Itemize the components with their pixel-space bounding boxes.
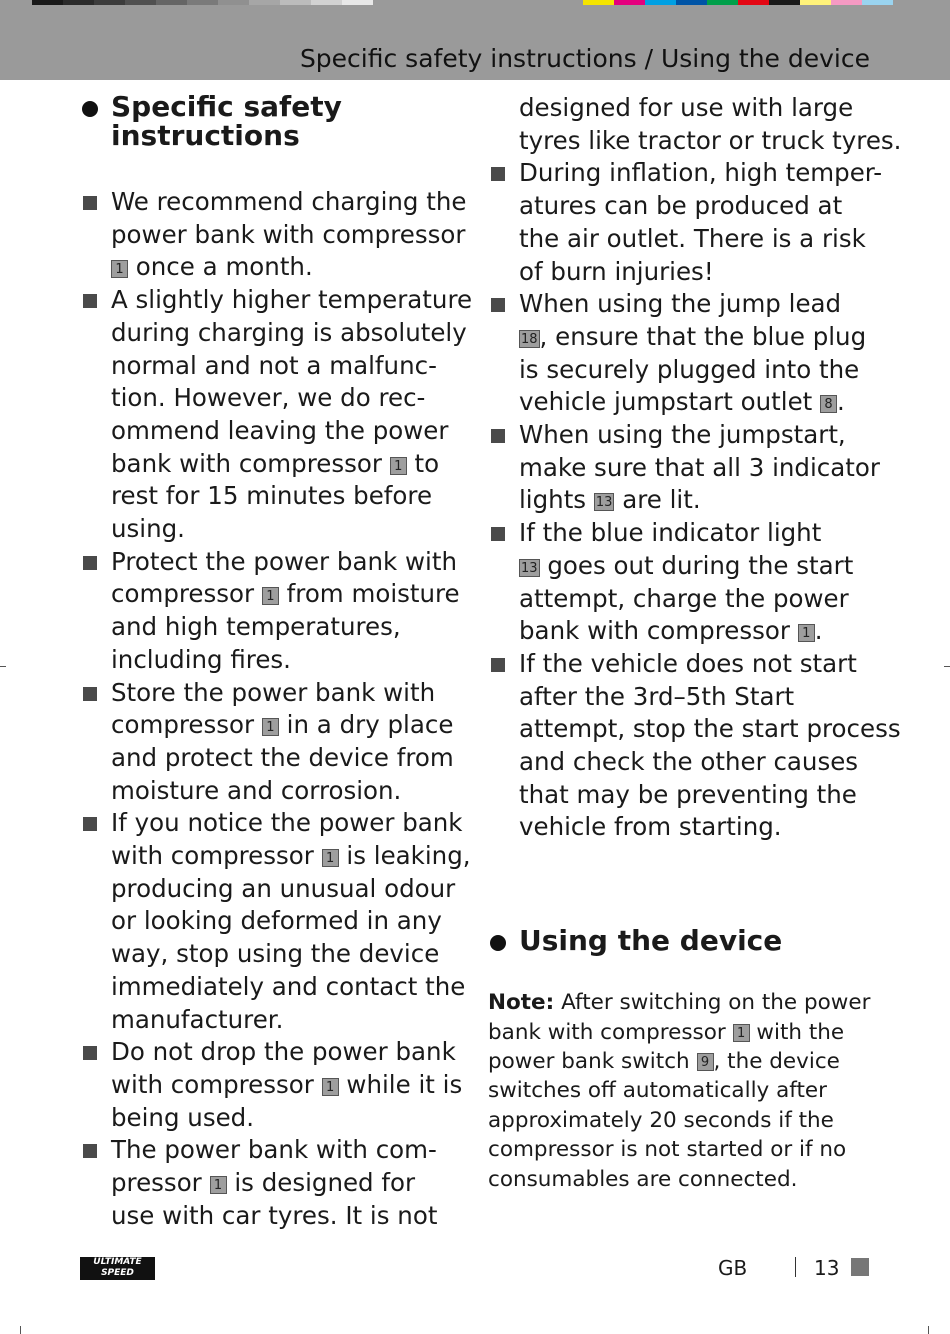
section-heading-safety [80,92,470,150]
list-item-line: When using the jumpstart, [519,420,846,450]
footer-language: GB [718,1256,748,1280]
list-item [80,1134,470,1232]
section-heading-using-device [488,924,878,958]
list-item [488,288,878,419]
list-item-line: manufacturer. [111,1004,284,1034]
list-item [488,157,883,288]
list-item-line: vehicle jumpstart outlet 8 . [519,387,845,417]
list-item-line: attempt, charge the power [519,583,849,613]
list-item-line: producing an unusual odour [111,873,456,903]
list-item-line: and check the other causes [519,747,859,777]
note-line: compressor is not started or if no [488,1137,847,1163]
note-paragraph [488,988,878,1194]
list-item-line: compressor 1 from moisture [111,579,460,609]
list-item-line: Store the power bank with [111,677,436,707]
list-item-line: designed for use with large [519,93,854,122]
heading-line: Specific safety [111,90,342,123]
list-item-line: 1 once a month. [111,251,470,284]
list-item-line: with compressor 1 while it is [111,1069,463,1099]
safety-list-right [488,157,901,844]
list-item-line: and protect the device from [111,742,454,772]
grayscale-swatch [280,0,311,5]
list-item-line: during charging is absolutely [111,317,467,347]
crop-mark [0,666,6,667]
color-swatch [614,0,645,5]
list-item-line: bank with compressor 1 . [519,616,823,646]
grayscale-swatch [311,0,342,5]
grayscale-swatch [94,0,125,5]
left-column [80,90,473,1233]
part-reference-box: 1 [322,1078,339,1096]
square-bullet-icon [83,294,97,308]
crop-mark [928,1326,929,1334]
square-bullet-icon [83,196,97,210]
color-swatch [800,0,831,5]
list-item [488,517,878,648]
list-item [488,419,878,517]
list-item-line: tion. However, we do rec- [111,383,426,413]
heading-text: Using the device [519,924,783,958]
list-item-line: or looking deformed in any [111,906,442,936]
list-item-line: with compressor 1 is leaking, [111,841,471,871]
color-calibration-bar [583,0,893,5]
list-item-line: is securely plugged into the [519,354,860,384]
list-item-line: normal and not a malfunc- [111,350,437,380]
safety-list [80,186,473,1233]
grayscale-calibration-bar [32,0,373,5]
list-item-line: immediately and contact the [111,971,466,1001]
part-reference-box: 1 [262,718,279,736]
footer-separator [795,1257,796,1277]
grayscale-swatch [125,0,156,5]
list-item-line: use with car tyres. It is not [111,1200,438,1230]
note-line: consumables are connected. [488,1166,798,1192]
list-item [80,1036,470,1134]
part-reference-box: 1 [210,1176,227,1194]
list-item-line: tyres like tractor or truck tyres. [519,125,902,155]
part-reference-box: 1 [798,624,815,642]
list-item-line: compressor 1 in a dry place [111,710,454,740]
list-item-line: vehicle from starting. [519,812,782,842]
square-bullet-icon [83,817,97,831]
crop-mark [20,1326,21,1334]
part-reference-box: 1 [262,587,279,605]
color-swatch [769,0,800,5]
color-swatch [645,0,676,5]
part-reference-box: 1 [390,457,407,475]
list-item-line: If the blue indicator light [519,518,822,548]
list-item-line: the air outlet. There is a risk [519,223,866,253]
right-column [488,92,902,1194]
note-line: Note: After switching on the power [488,990,871,1016]
list-item-line: make sure that all 3 indicator [519,452,880,482]
crop-mark [944,666,950,667]
square-bullet-icon [83,556,97,570]
list-item-line: using. [111,514,185,544]
list-item [80,677,470,808]
list-item-line: of burn injuries! [519,256,714,286]
list-item [80,186,470,284]
square-bullet-icon [83,1144,97,1158]
list-item-line: Do not drop the power bank [111,1037,456,1067]
square-bullet-icon [491,429,505,443]
list-item-line: pressor 1 is designed for [111,1168,416,1198]
list-item-line: When using the jump lead [519,289,842,319]
brand-logo: ULTIMATE SPEED [80,1257,155,1280]
list-item-line: ommend leaving the power [111,415,449,445]
list-item-line: attempt, stop the start process [519,714,901,744]
list-item-line: During inflation, high temper- [519,158,883,188]
part-reference-box: 13 [521,560,538,576]
square-bullet-icon [491,167,505,181]
square-bullet-icon [491,658,505,672]
color-swatch [676,0,707,5]
part-reference-box: 18 [521,331,538,347]
list-item-line: atures can be produced at [519,191,843,221]
list-item-line: A slightly higher temperature [111,285,473,315]
square-bullet-icon [83,1046,97,1060]
list-item [488,648,901,844]
list-item-line: 13 goes out during the start [521,550,854,580]
list-item-line: including fires. [111,644,291,674]
square-bullet-icon [491,298,505,312]
list-item-line: rest for 15 minutes before [111,481,433,511]
grayscale-swatch [156,0,187,5]
note-line: bank with compressor 1 with the [488,1019,845,1045]
list-item-line: Protect the power bank with [111,546,457,576]
safety-list-continuation [488,92,902,157]
grayscale-swatch [187,0,218,5]
bullet-dot-icon [490,935,506,951]
square-bullet-icon [491,527,505,541]
list-item-line: 18, ensure that the blue plug [521,321,867,351]
list-item-line: If you notice the power bank [111,808,463,838]
grayscale-swatch [63,0,94,5]
list-item-line: lights 13 are lit. [519,485,701,515]
color-swatch [707,0,738,5]
part-reference-box: 1 [322,849,339,867]
note-line: power bank switch 9 , the device [488,1048,840,1074]
bullet-dot-icon [82,101,98,117]
note-line: approximately 20 seconds if the [488,1107,834,1133]
list-item-line: that may be preventing the [519,779,857,809]
color-swatch [738,0,769,5]
square-bullet-icon [83,687,97,701]
color-swatch [583,0,614,5]
color-swatch [831,0,862,5]
list-item-line: power bank with compressor [111,219,466,249]
header-band [0,0,950,80]
part-reference-box: 1 [111,260,128,278]
grayscale-swatch [249,0,280,5]
page-header-title: Specific safety instructions / Using the device [299,44,870,73]
list-item-line: way, stop using the device [111,939,440,969]
list-item [488,92,902,157]
note-label: Note: [488,990,555,1016]
part-reference-box: 8 [820,395,837,413]
list-item-line: being used. [111,1102,255,1132]
list-item-line: moisture and corrosion. [111,775,402,805]
heading-line: instructions [111,119,300,152]
part-reference-box: 1 [733,1024,750,1042]
grayscale-swatch [342,0,373,5]
list-item-line: and high temperatures, [111,612,401,642]
list-item [80,284,473,546]
footer-square-icon [851,1258,869,1276]
list-item-line: We recommend charging the [111,187,467,216]
list-item-line: If the vehicle does not start [519,648,857,678]
color-swatch [862,0,893,5]
list-item [80,546,470,677]
list-item-line: bank with compressor 1 to [111,448,440,478]
list-item-line: after the 3rd–5th Start [519,681,795,711]
note-line: switches off automatically after [488,1078,827,1104]
list-item-line: The power bank with com- [111,1135,437,1165]
grayscale-swatch [218,0,249,5]
part-reference-box: 13 [595,495,613,511]
page-number: 13 [814,1256,840,1280]
grayscale-swatch [32,0,63,5]
part-reference-box: 9 [697,1053,714,1071]
list-item [80,807,470,1036]
